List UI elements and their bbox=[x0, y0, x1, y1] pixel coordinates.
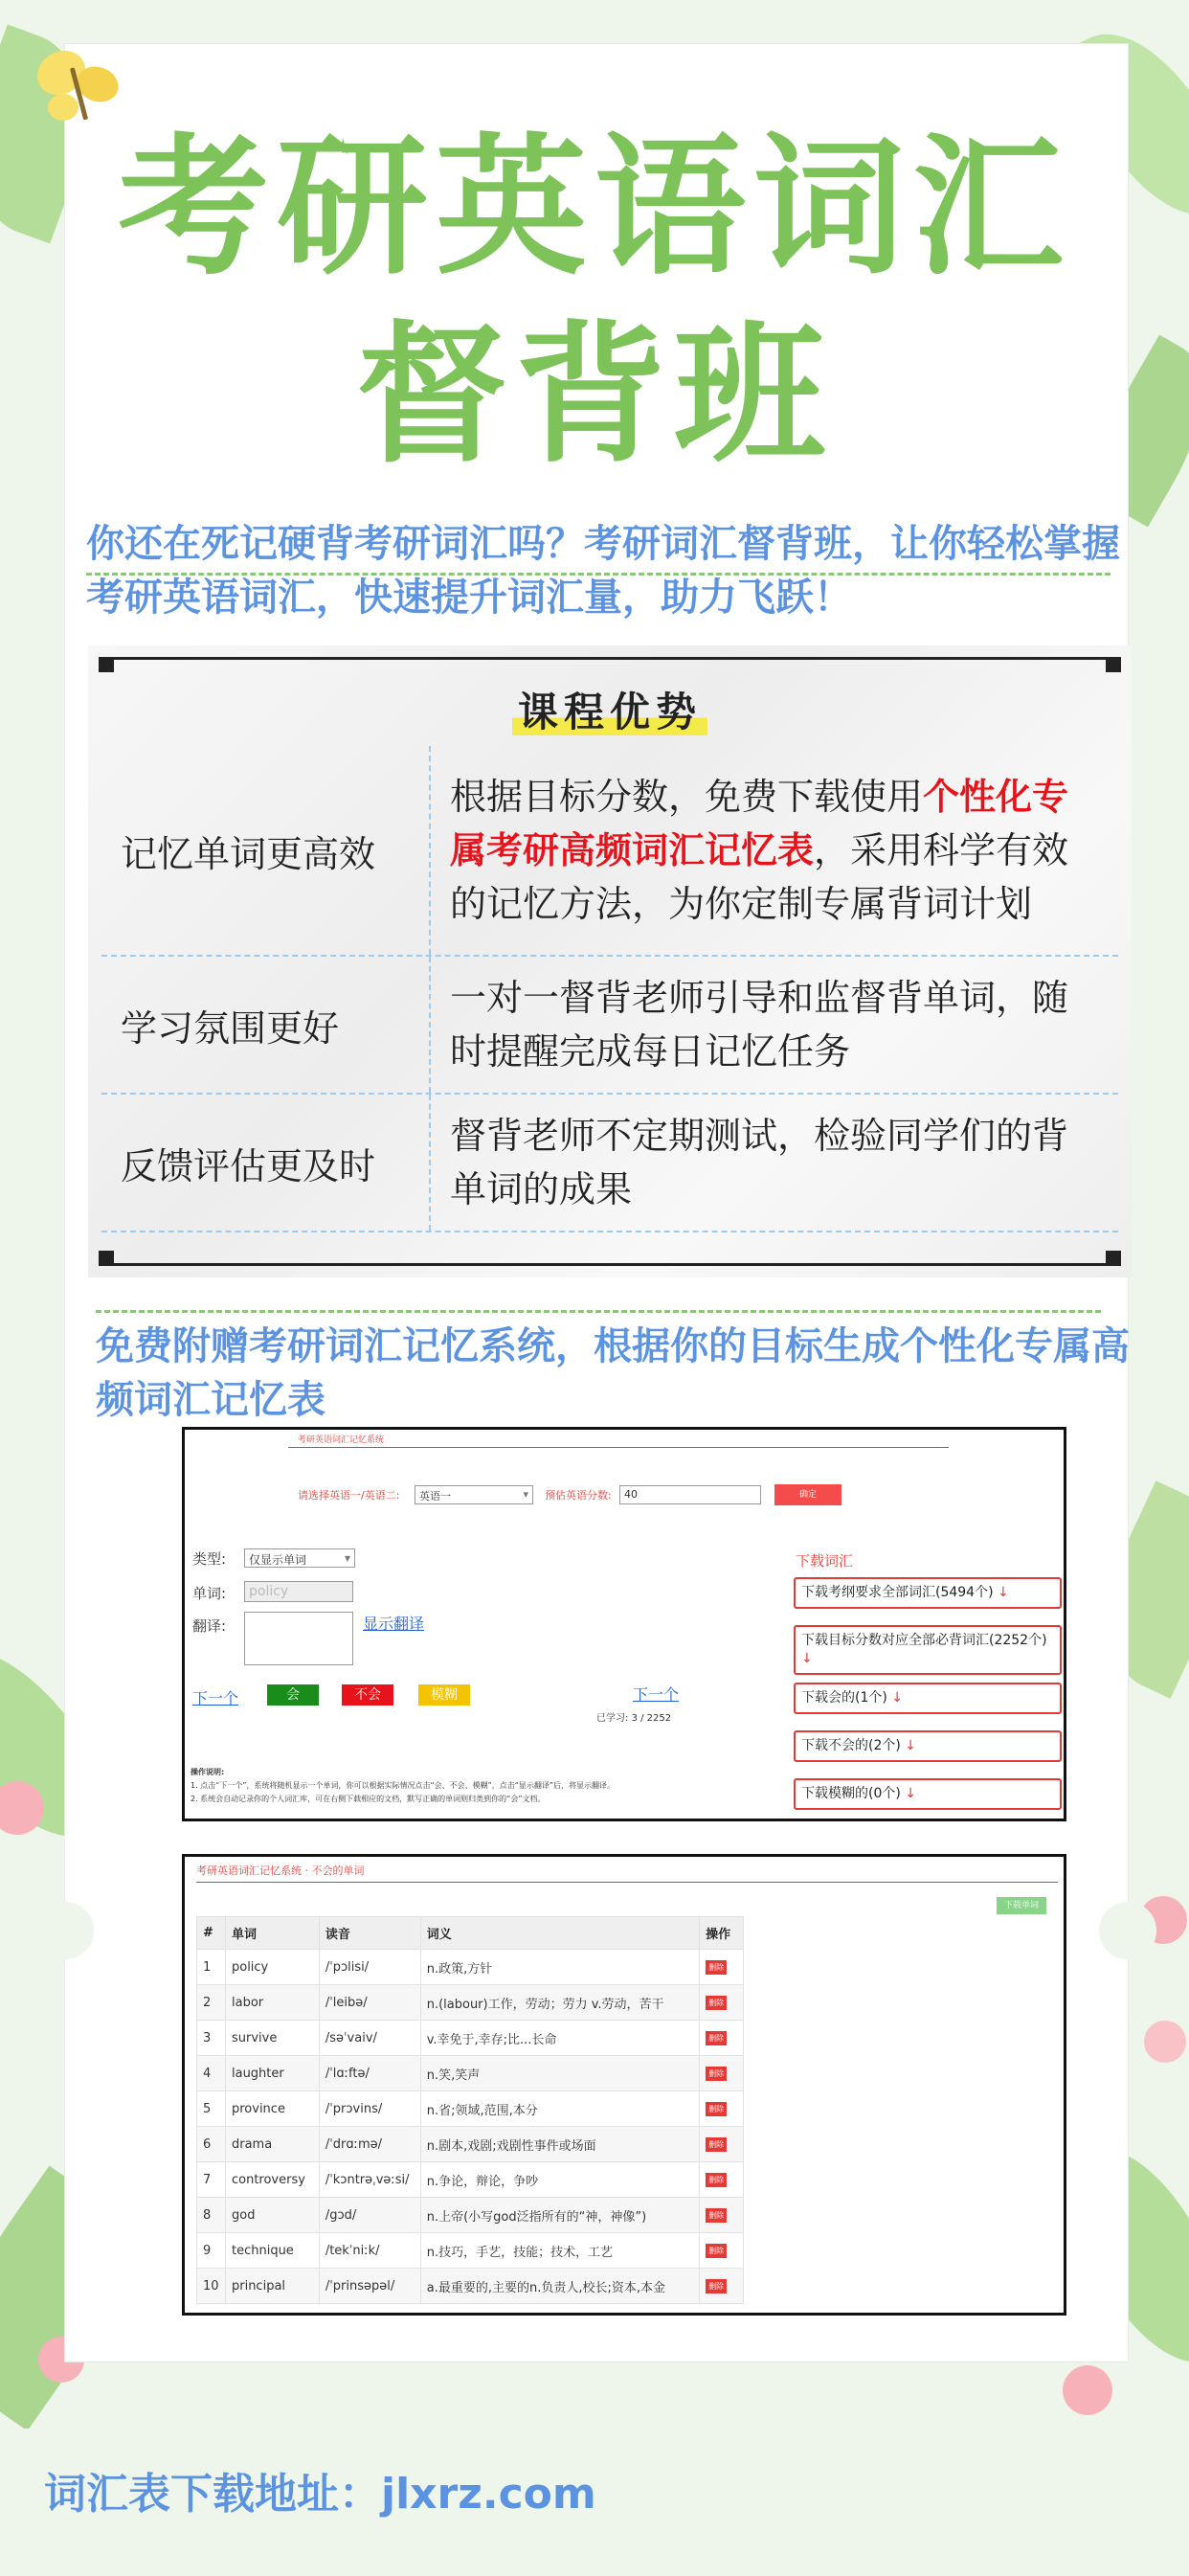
download-target-words-button[interactable]: 下载目标分数对应全部必背词汇(2252个) ↓ bbox=[794, 1625, 1062, 1675]
meaning-cell: n.上帝(小写god泛指所有的“神，神像”) bbox=[420, 2198, 699, 2233]
instructions-line: 2. 系统会自动记录你的个人词汇库，可在右侧下载相应的文档，默写正确的单词则归类到你的“会”文档。 bbox=[191, 1795, 546, 1803]
word-table bbox=[196, 1916, 744, 2304]
advantage-value: 督背老师不定期测试，检验同学们的背单词的成果 bbox=[429, 1095, 1099, 1231]
column-header: 操作 bbox=[700, 1917, 744, 1950]
action-cell bbox=[700, 2198, 744, 2233]
table-row bbox=[197, 2198, 744, 2233]
delete-button[interactable]: 删除 bbox=[706, 2244, 727, 2258]
phonetic-cell: /gɔd/ bbox=[319, 2198, 420, 2233]
know-button[interactable]: 会 bbox=[267, 1684, 319, 1706]
phonetic-cell: /ˈleibə/ bbox=[319, 1985, 420, 2021]
phonetic-cell: /ˈlɑːftə/ bbox=[319, 2056, 420, 2091]
meaning-cell: n.技巧，手艺，技能；技术，工艺 bbox=[420, 2233, 699, 2269]
table-row bbox=[197, 2091, 744, 2127]
download-known-button[interactable]: 下载会的(1个) ↓ bbox=[794, 1683, 1062, 1714]
column-header: 读音 bbox=[319, 1917, 420, 1950]
word-cell: technique bbox=[225, 2233, 319, 2269]
table-row bbox=[197, 2162, 744, 2198]
action-cell bbox=[700, 2162, 744, 2198]
action-cell bbox=[700, 2233, 744, 2269]
delete-button[interactable]: 删除 bbox=[706, 2137, 727, 2152]
type-label: 类型: bbox=[192, 1550, 227, 1568]
column-header: # bbox=[197, 1917, 226, 1950]
main-title-line1: 考研英语词汇 bbox=[118, 120, 1071, 296]
row-index: 10 bbox=[197, 2269, 226, 2304]
row-index: 7 bbox=[197, 2162, 226, 2198]
system-intro-text: 免费附赠考研词汇记忆系统，根据你的目标生成个性化专属高频词汇记忆表 bbox=[96, 1324, 1130, 1422]
translation-field[interactable] bbox=[244, 1612, 353, 1665]
row-index: 9 bbox=[197, 2233, 226, 2269]
meaning-cell: a.最重要的,主要的n.负责人,校长;资本,本金 bbox=[420, 2269, 699, 2304]
download-fuzzy-button[interactable]: 下载模糊的(0个) ↓ bbox=[794, 1778, 1062, 1810]
table-row bbox=[197, 2233, 744, 2269]
column-header: 词义 bbox=[420, 1917, 699, 1950]
delete-button[interactable]: 删除 bbox=[706, 2208, 727, 2223]
word-cell: principal bbox=[225, 2269, 319, 2304]
phonetic-cell: /ˈdrɑːmə/ bbox=[319, 2127, 420, 2162]
advantage-row-feedback bbox=[101, 1095, 1118, 1232]
download-unknown-button[interactable]: 下载不会的(2个) ↓ bbox=[794, 1730, 1062, 1762]
advantage-key: 反馈评估更及时 bbox=[121, 1144, 376, 1187]
word-cell: survive bbox=[225, 2021, 319, 2056]
download-title: 下载词汇 bbox=[796, 1552, 854, 1570]
advantages-table bbox=[101, 657, 1118, 1266]
meaning-cell: n.政策,方针 bbox=[420, 1950, 699, 1985]
advantage-key: 学习氛围更好 bbox=[121, 1006, 340, 1050]
word-label: 单词: bbox=[192, 1585, 227, 1602]
meaning-cell: n.笑,笑声 bbox=[420, 2056, 699, 2091]
row-index: 8 bbox=[197, 2198, 226, 2233]
down-arrow-icon: ↓ bbox=[905, 1738, 917, 1753]
course-advantages-panel bbox=[88, 645, 1132, 1277]
word-cell: province bbox=[225, 2091, 319, 2127]
meaning-cell: v.幸免于,幸存;比...长命 bbox=[420, 2021, 699, 2056]
action-cell bbox=[700, 1985, 744, 2021]
type-select[interactable]: 仅显示单词 ▾ bbox=[244, 1548, 355, 1568]
intro-text: 你还在死记硬背考研词汇吗？考研词汇督背班，让你轻松掌握考研英语词汇，快速提升词汇量，助力飞跃！ bbox=[86, 522, 1120, 620]
delete-button[interactable]: 删除 bbox=[706, 2102, 727, 2116]
row-index: 6 bbox=[197, 2127, 226, 2162]
row-index: 5 bbox=[197, 2091, 226, 2127]
action-cell bbox=[700, 2021, 744, 2056]
show-translation-link[interactable]: 显示翻译 bbox=[363, 1615, 425, 1633]
next-link-left[interactable]: 下一个 bbox=[192, 1689, 239, 1707]
table-row bbox=[197, 1985, 744, 2021]
action-cell bbox=[700, 2127, 744, 2162]
table-header-row bbox=[197, 1917, 744, 1950]
meaning-cell: n.省;领域,范围,本分 bbox=[420, 2091, 699, 2127]
delete-button[interactable]: 删除 bbox=[706, 2279, 727, 2294]
word-cell: god bbox=[225, 2198, 319, 2233]
meaning-cell: n.(labour)工作，劳动；劳力 v.劳动，苦干 bbox=[420, 1985, 699, 2021]
action-cell bbox=[700, 2091, 744, 2127]
wordlist-header: 考研英语词汇记忆系统 · 不会的单词 bbox=[196, 1864, 365, 1877]
delete-button[interactable]: 删除 bbox=[706, 1960, 727, 1975]
delete-button[interactable]: 删除 bbox=[706, 2173, 727, 2187]
progress-indicator: 已学习: 3 / 2252 bbox=[596, 1713, 672, 1724]
fuzzy-button[interactable]: 模糊 bbox=[418, 1684, 470, 1706]
column-header: 单词 bbox=[225, 1917, 319, 1950]
phonetic-cell: /ˈpɔlisi/ bbox=[319, 1950, 420, 1985]
next-link-right[interactable]: 下一个 bbox=[633, 1685, 680, 1704]
word-cell: drama bbox=[225, 2127, 319, 2162]
phonetic-cell: /ˈprinsəpəl/ bbox=[319, 2269, 420, 2304]
row-index: 2 bbox=[197, 1985, 226, 2021]
meaning-cell: n.争论，辩论，争吵 bbox=[420, 2162, 699, 2198]
delete-button[interactable]: 删除 bbox=[706, 1996, 727, 2010]
table-row bbox=[197, 1950, 744, 1985]
word-cell: laughter bbox=[225, 2056, 319, 2091]
exam-select[interactable]: 英语一 ▾ bbox=[415, 1485, 533, 1504]
action-cell bbox=[700, 2269, 744, 2304]
table-row bbox=[197, 2269, 744, 2304]
row-index: 1 bbox=[197, 1950, 226, 1985]
down-arrow-icon: ↓ bbox=[998, 1585, 1009, 1600]
advantage-row-atmosphere bbox=[101, 957, 1118, 1095]
table-row bbox=[197, 2021, 744, 2056]
phonetic-cell: /tekˈniːk/ bbox=[319, 2233, 420, 2269]
advantage-value: 根据目标分数，免费下载使用个性化专属考研高频词汇记忆表，采用科学有效的记忆方法，为你定制专属背词计划 bbox=[429, 746, 1099, 955]
confirm-button[interactable]: 确定 bbox=[774, 1484, 841, 1505]
action-cell bbox=[700, 2056, 744, 2091]
table-row bbox=[197, 2127, 744, 2162]
delete-button[interactable]: 删除 bbox=[706, 2031, 727, 2045]
advantages-title: 课程优势 bbox=[101, 681, 1118, 738]
score-label: 预估英语分数: bbox=[545, 1489, 612, 1502]
memory-system-screenshot bbox=[182, 1427, 1066, 1821]
word-cell: labor bbox=[225, 1985, 319, 2021]
section-divider bbox=[96, 1310, 1101, 1313]
advantage-value: 一对一督背老师引导和监督背单词，随时提醒完成每日记忆任务 bbox=[429, 957, 1099, 1093]
row-index: 4 bbox=[197, 2056, 226, 2091]
word-cell: controversy bbox=[225, 2162, 319, 2198]
action-cell bbox=[700, 1950, 744, 1985]
dont-know-button[interactable]: 不会 bbox=[342, 1684, 393, 1706]
word-cell: policy bbox=[225, 1950, 319, 1985]
delete-button[interactable]: 删除 bbox=[706, 2067, 727, 2081]
down-arrow-icon: ↓ bbox=[905, 1786, 917, 1801]
intro-underline bbox=[86, 573, 1110, 576]
score-input[interactable]: 40 bbox=[619, 1485, 761, 1504]
download-address: 词汇表下载地址：jlxrz.com bbox=[44, 2470, 596, 2519]
download-all-words-button[interactable]: 下载考纲要求全部词汇(5494个) ↓ bbox=[794, 1577, 1062, 1609]
instructions-line: 1. 点击“下一个”，系统将随机显示一个单词，你可以根据实际情况点击“会、不会、模糊”，点击“显示翻译”后，将显示翻译。 bbox=[191, 1781, 616, 1790]
phonetic-cell: /ˈkɔntrəˌvəːsi/ bbox=[319, 2162, 420, 2198]
meaning-cell: n.剧本,戏剧;戏剧性事件或场面 bbox=[420, 2127, 699, 2162]
word-list-screenshot bbox=[182, 1854, 1066, 2316]
main-title-line2: 督背班 bbox=[356, 307, 833, 484]
table-row bbox=[197, 2056, 744, 2091]
down-arrow-icon: ↓ bbox=[801, 1651, 813, 1666]
advantage-row-efficiency bbox=[101, 746, 1118, 957]
exam-select-label: 请选择英语一/英语二: bbox=[298, 1489, 400, 1502]
word-field[interactable]: policy bbox=[244, 1581, 353, 1602]
advantage-highlight: 个性化专属考研高频词汇记忆表 bbox=[450, 776, 1069, 871]
translation-label: 翻译: bbox=[192, 1617, 227, 1635]
download-words-button[interactable]: 下载单词 bbox=[997, 1897, 1046, 1914]
system-header: 考研英语词汇记忆系统 bbox=[298, 1435, 385, 1445]
row-index: 3 bbox=[197, 2021, 226, 2056]
instructions-title: 操作说明: bbox=[191, 1768, 225, 1776]
phonetic-cell: /səˈvaiv/ bbox=[319, 2021, 420, 2056]
advantage-key: 记忆单词更高效 bbox=[121, 832, 376, 875]
down-arrow-icon: ↓ bbox=[891, 1690, 904, 1706]
phonetic-cell: /ˈprɔvins/ bbox=[319, 2091, 420, 2127]
